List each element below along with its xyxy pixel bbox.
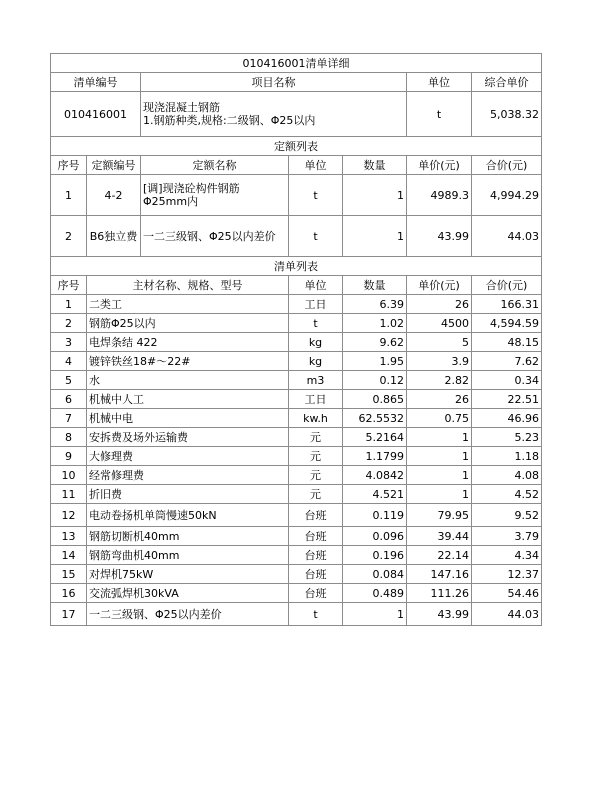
list-total: 46.96 xyxy=(472,409,542,428)
list-name: 经常修理费 xyxy=(87,466,289,485)
list-name: 水 xyxy=(87,371,289,390)
list-total: 44.03 xyxy=(472,603,542,626)
bill-price-header: 综合单价 xyxy=(472,73,542,92)
list-qty: 1 xyxy=(343,603,407,626)
quota-seq-header: 序号 xyxy=(51,156,87,175)
list-unit-price: 26 xyxy=(407,390,472,409)
quota-unit-price: 43.99 xyxy=(407,216,472,257)
list-unit-price: 4500 xyxy=(407,314,472,333)
list-name: 机械中人工 xyxy=(87,390,289,409)
quota-code: 4-2 xyxy=(87,175,141,216)
table-row xyxy=(51,295,542,314)
list-unit-price: 111.26 xyxy=(407,584,472,603)
list-unit-price: 1 xyxy=(407,485,472,504)
bill-price: 5,038.32 xyxy=(472,92,542,137)
quota-total: 44.03 xyxy=(472,216,542,257)
list-seq: 10 xyxy=(51,466,87,485)
list-qty: 0.489 xyxy=(343,584,407,603)
bill-name-header: 项目名称 xyxy=(141,73,407,92)
list-name: 钢筋切断机40mm xyxy=(87,527,289,546)
table-row xyxy=(51,466,542,485)
bill-row xyxy=(51,92,542,137)
list-qty: 1.1799 xyxy=(343,447,407,466)
list-unit-price: 22.14 xyxy=(407,546,472,565)
list-total: 4.52 xyxy=(472,485,542,504)
list-seq: 5 xyxy=(51,371,87,390)
list-total: 7.62 xyxy=(472,352,542,371)
list-unit-price: 39.44 xyxy=(407,527,472,546)
list-total: 5.23 xyxy=(472,428,542,447)
list-qty: 1.02 xyxy=(343,314,407,333)
quota-name-line2: Φ25mm内 xyxy=(143,195,199,208)
quota-seq: 2 xyxy=(51,216,87,257)
list-title-row xyxy=(51,257,542,276)
quota-total-header: 合价(元) xyxy=(472,156,542,175)
table-row xyxy=(51,527,542,546)
list-unit-price-header: 单价(元) xyxy=(407,276,472,295)
list-unit: t xyxy=(289,603,343,626)
list-name-header: 主材名称、规格、型号 xyxy=(87,276,289,295)
quota-seq: 1 xyxy=(51,175,87,216)
list-unit: t xyxy=(289,314,343,333)
bill-unit: t xyxy=(407,92,472,137)
table-row xyxy=(51,409,542,428)
list-total: 22.51 xyxy=(472,390,542,409)
quota-name-line1: [调]现浇砼构件钢筋 xyxy=(143,182,240,195)
quota-title-row xyxy=(51,137,542,156)
table-row xyxy=(51,485,542,504)
list-qty: 0.196 xyxy=(343,546,407,565)
list-name: 电动卷扬机单筒慢速50kN xyxy=(87,504,289,527)
list-total: 3.79 xyxy=(472,527,542,546)
list-qty: 1.95 xyxy=(343,352,407,371)
list-total: 4.08 xyxy=(472,466,542,485)
list-seq: 4 xyxy=(51,352,87,371)
list-unit: 工日 xyxy=(289,390,343,409)
table-row xyxy=(51,428,542,447)
list-seq-header: 序号 xyxy=(51,276,87,295)
quota-title: 定额列表 xyxy=(51,137,542,156)
quota-unit-price: 4989.3 xyxy=(407,175,472,216)
list-name: 机械中电 xyxy=(87,409,289,428)
list-qty: 5.2164 xyxy=(343,428,407,447)
list-seq: 2 xyxy=(51,314,87,333)
list-total: 54.46 xyxy=(472,584,542,603)
list-unit: 台班 xyxy=(289,565,343,584)
list-unit-price: 147.16 xyxy=(407,565,472,584)
bill-name-line1: 现浇混凝土钢筋 xyxy=(143,101,220,114)
list-qty-header: 数量 xyxy=(343,276,407,295)
quota-unit: t xyxy=(289,175,343,216)
list-unit-price: 2.82 xyxy=(407,371,472,390)
list-unit-price: 3.9 xyxy=(407,352,472,371)
list-name: 大修理费 xyxy=(87,447,289,466)
quota-code: B6独立费 xyxy=(87,216,141,257)
table-row xyxy=(51,216,542,257)
table-row xyxy=(51,333,542,352)
list-unit: kg xyxy=(289,352,343,371)
list-qty: 6.39 xyxy=(343,295,407,314)
list-seq: 7 xyxy=(51,409,87,428)
list-unit: kg xyxy=(289,333,343,352)
list-name: 一二三级钢、Φ25以内差价 xyxy=(87,603,289,626)
list-total: 9.52 xyxy=(472,504,542,527)
list-seq: 1 xyxy=(51,295,87,314)
quota-name xyxy=(141,175,289,216)
list-total: 4.34 xyxy=(472,546,542,565)
list-unit: 台班 xyxy=(289,527,343,546)
table-row xyxy=(51,565,542,584)
list-name: 钢筋弯曲机40mm xyxy=(87,546,289,565)
list-unit: kw.h xyxy=(289,409,343,428)
bill-name xyxy=(141,92,407,137)
list-unit: 台班 xyxy=(289,546,343,565)
list-unit: 元 xyxy=(289,485,343,504)
list-seq: 11 xyxy=(51,485,87,504)
list-name: 电焊条结 422 xyxy=(87,333,289,352)
quota-total: 4,994.29 xyxy=(472,175,542,216)
list-total: 0.34 xyxy=(472,371,542,390)
table-row xyxy=(51,504,542,527)
quota-qty-header: 数量 xyxy=(343,156,407,175)
list-name: 钢筋Φ25以内 xyxy=(87,314,289,333)
list-title: 清单列表 xyxy=(51,257,542,276)
list-header-row xyxy=(51,276,542,295)
table-row xyxy=(51,175,542,216)
quota-code-header: 定额编号 xyxy=(87,156,141,175)
list-unit-header: 单位 xyxy=(289,276,343,295)
list-seq: 16 xyxy=(51,584,87,603)
list-total: 48.15 xyxy=(472,333,542,352)
list-unit-price: 0.75 xyxy=(407,409,472,428)
list-qty: 0.084 xyxy=(343,565,407,584)
list-qty: 0.096 xyxy=(343,527,407,546)
list-qty: 0.12 xyxy=(343,371,407,390)
table-row xyxy=(51,603,542,626)
quota-unit: t xyxy=(289,216,343,257)
list-qty: 4.521 xyxy=(343,485,407,504)
list-seq: 6 xyxy=(51,390,87,409)
list-seq: 3 xyxy=(51,333,87,352)
bill-code: 010416001 xyxy=(51,92,141,137)
list-seq: 17 xyxy=(51,603,87,626)
list-total: 166.31 xyxy=(472,295,542,314)
quota-name xyxy=(141,216,289,257)
table-title: 010416001清单详细 xyxy=(51,54,542,73)
list-total: 1.18 xyxy=(472,447,542,466)
bill-code-header: 清单编号 xyxy=(51,73,141,92)
list-name: 二类工 xyxy=(87,295,289,314)
list-seq: 13 xyxy=(51,527,87,546)
list-seq: 9 xyxy=(51,447,87,466)
bill-name-line2: 1.钢筋种类,规格:二级钢、Φ25以内 xyxy=(143,114,316,127)
list-unit-price: 5 xyxy=(407,333,472,352)
list-total-header: 合价(元) xyxy=(472,276,542,295)
list-total: 12.37 xyxy=(472,565,542,584)
quota-name-line1: 一二三级钢、Φ25以内差价 xyxy=(143,229,276,243)
table-row xyxy=(51,352,542,371)
quota-unit-price-header: 单价(元) xyxy=(407,156,472,175)
list-unit: 工日 xyxy=(289,295,343,314)
list-unit-price: 26 xyxy=(407,295,472,314)
table-row xyxy=(51,546,542,565)
list-unit: 元 xyxy=(289,428,343,447)
list-unit-price: 1 xyxy=(407,447,472,466)
list-name: 镀锌铁丝18#～22# xyxy=(87,352,289,371)
list-unit: 台班 xyxy=(289,584,343,603)
list-qty: 62.5532 xyxy=(343,409,407,428)
quota-qty: 1 xyxy=(343,175,407,216)
list-unit: m3 xyxy=(289,371,343,390)
list-name: 折旧费 xyxy=(87,485,289,504)
quota-qty: 1 xyxy=(343,216,407,257)
list-seq: 15 xyxy=(51,565,87,584)
quota-unit-header: 单位 xyxy=(289,156,343,175)
table-row xyxy=(51,390,542,409)
table-row xyxy=(51,447,542,466)
table-row xyxy=(51,584,542,603)
list-unit: 台班 xyxy=(289,504,343,527)
list-unit-price: 79.95 xyxy=(407,504,472,527)
table-row xyxy=(51,371,542,390)
list-total: 4,594.59 xyxy=(472,314,542,333)
list-qty: 4.0842 xyxy=(343,466,407,485)
list-qty: 0.119 xyxy=(343,504,407,527)
table-row xyxy=(51,314,542,333)
list-unit: 元 xyxy=(289,466,343,485)
quota-name-header: 定额名称 xyxy=(141,156,289,175)
list-unit-price: 1 xyxy=(407,466,472,485)
list-name: 交流弧焊机30kVA xyxy=(87,584,289,603)
list-qty: 9.62 xyxy=(343,333,407,352)
quota-header-row xyxy=(51,156,542,175)
bill-detail-table xyxy=(50,53,542,626)
list-unit-price: 43.99 xyxy=(407,603,472,626)
list-unit-price: 1 xyxy=(407,428,472,447)
title-row xyxy=(51,54,542,73)
bill-unit-header: 单位 xyxy=(407,73,472,92)
list-name: 对焊机75kW xyxy=(87,565,289,584)
list-unit: 元 xyxy=(289,447,343,466)
list-seq: 12 xyxy=(51,504,87,527)
list-name: 安拆费及场外运输费 xyxy=(87,428,289,447)
bill-header-row xyxy=(51,73,542,92)
list-seq: 14 xyxy=(51,546,87,565)
list-seq: 8 xyxy=(51,428,87,447)
list-qty: 0.865 xyxy=(343,390,407,409)
